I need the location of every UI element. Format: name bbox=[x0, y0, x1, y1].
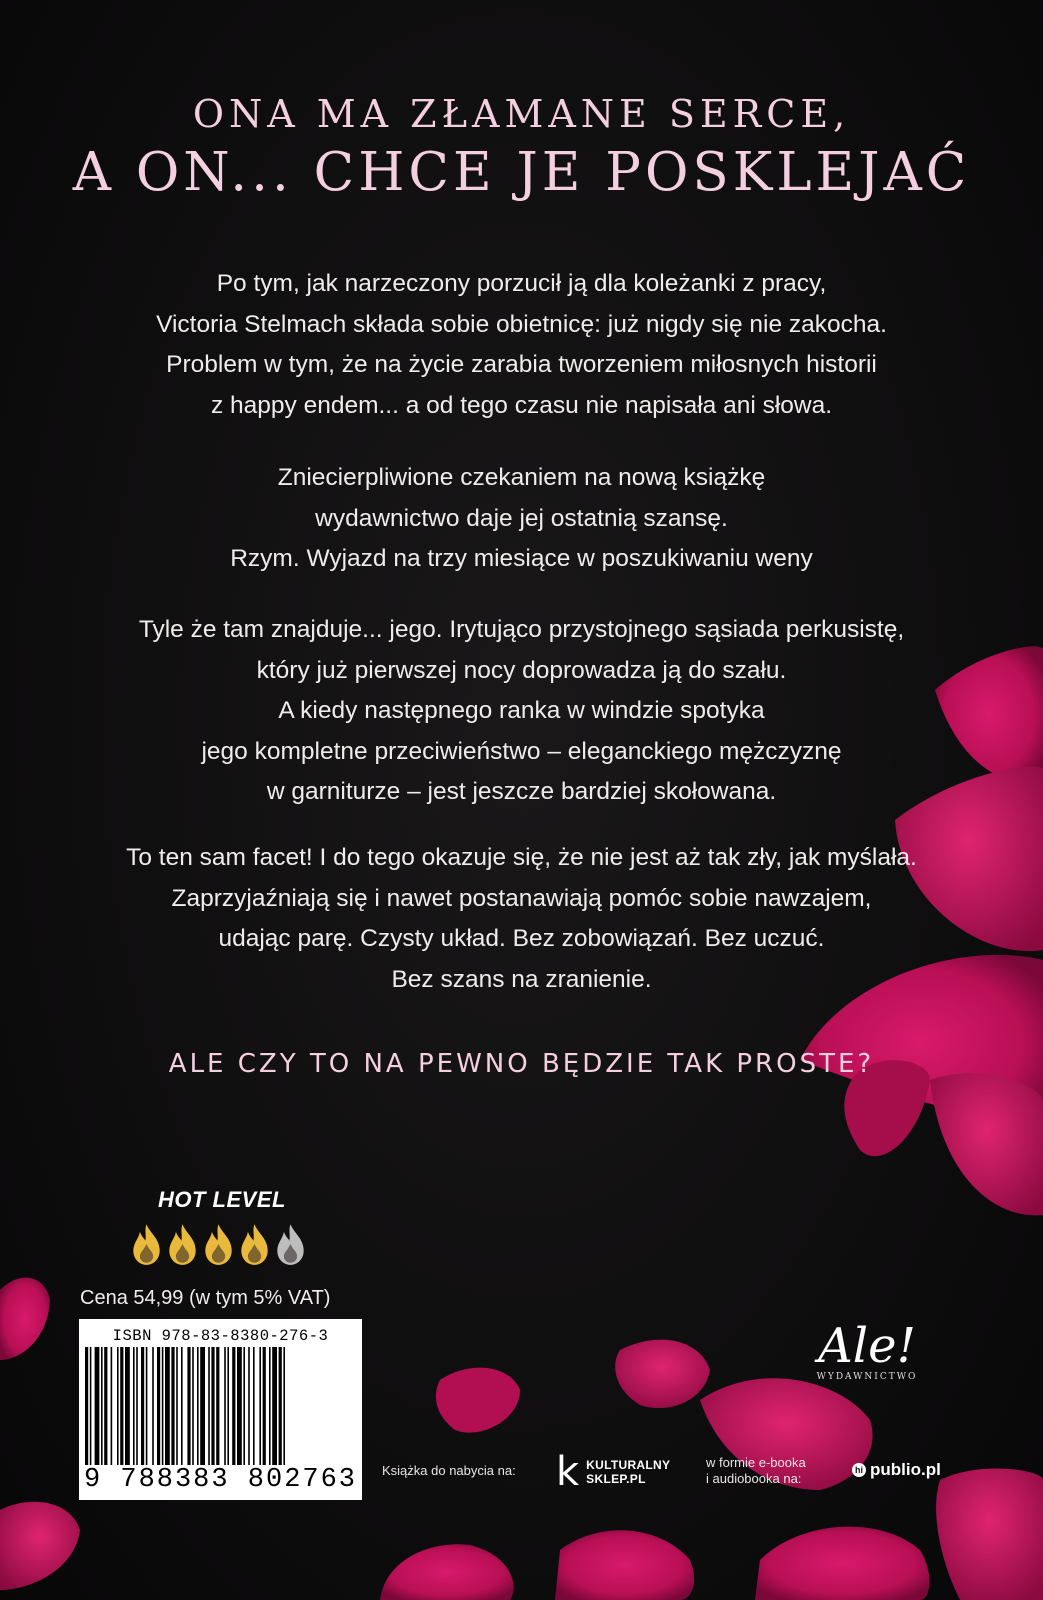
petal-bottom-2 bbox=[436, 1368, 520, 1433]
blurb-line: Zniecierpliwione czekaniem na nową książkę bbox=[277, 464, 766, 491]
barcode-bar bbox=[111, 1347, 113, 1465]
barcode-bar bbox=[200, 1347, 205, 1465]
blurb-line: który już pierwszej nocy doprowadza ją do szału. bbox=[256, 656, 787, 684]
barcode-bar bbox=[263, 1347, 266, 1465]
blurb-paragraph-2 bbox=[70, 458, 973, 580]
barcode-digits: 9 788383 802763 bbox=[83, 1465, 358, 1495]
publio-mark-icon: hi bbox=[852, 1463, 866, 1477]
ebook-label-line-2: i audiobooka na: bbox=[706, 1471, 802, 1486]
publisher-logo bbox=[802, 1318, 932, 1382]
store-name-line-2: SKLEP.PL bbox=[586, 1472, 646, 1486]
petal-bottom-6 bbox=[755, 1527, 929, 1600]
publisher-logo-script: Ale! bbox=[818, 1318, 916, 1374]
blurb-line: z happy endem... a od tego czasu nie napisała ani słowa. bbox=[210, 391, 833, 419]
blurb-line: Tyle że tam znajduje... jego. Irytująco przystojnego sąsiada perkusistę, bbox=[138, 616, 905, 643]
barcode-bar bbox=[187, 1347, 190, 1465]
blurb-line: Rzym. Wyjazd na trzy miesiące w poszukiwaniu weny bbox=[230, 545, 813, 572]
petal-left-bottom bbox=[0, 1502, 80, 1590]
barcode-bar bbox=[208, 1347, 210, 1465]
barcode-bar bbox=[162, 1347, 164, 1465]
barcode-bar bbox=[272, 1347, 277, 1465]
barcode-bar bbox=[197, 1347, 199, 1465]
barcode bbox=[79, 1319, 362, 1500]
publio-name: publio.pl bbox=[870, 1460, 941, 1479]
blurb-line: Victoria Stelmach składa sobie obietnicę: już nigdy się nie zakocha. bbox=[156, 310, 887, 338]
barcode-bar bbox=[136, 1347, 138, 1465]
kulturalny-sklep-logo bbox=[556, 1449, 671, 1495]
barcode-bar bbox=[211, 1347, 214, 1465]
petal-bottom-1 bbox=[380, 1544, 514, 1600]
hot-level-title: HOT LEVEL bbox=[158, 1187, 286, 1212]
ebook-label bbox=[706, 1455, 826, 1487]
blurb-line: jego kompletne przeciwieństwo – eleganckiego mężczyznę bbox=[201, 737, 842, 765]
price-label: Cena 54,99 (w tym 5% VAT) bbox=[80, 1287, 331, 1309]
barcode-bar bbox=[95, 1347, 100, 1465]
barcode-bar bbox=[120, 1347, 123, 1465]
blurb-line: wydawnictwo daje jej ostatnią szansę. bbox=[315, 504, 728, 532]
flame-icon-active bbox=[130, 1222, 163, 1266]
tagline-question: ALE CZY TO NA PEWNO BĘDZIE TAK PROSTE? bbox=[168, 1049, 875, 1079]
isbn-text: ISBN 978-83-8380-276-3 bbox=[112, 1327, 329, 1345]
barcode-bar bbox=[253, 1347, 255, 1465]
blurb-line: Problem w tym, że na życie zarabia tworzeniem miłosnych historii bbox=[166, 351, 877, 378]
barcode-bar bbox=[279, 1347, 282, 1465]
petal-bottom-4 bbox=[555, 1530, 694, 1600]
flame-icon-inactive bbox=[274, 1222, 307, 1266]
blurb-paragraph-3 bbox=[70, 610, 973, 813]
blurb-paragraph-1 bbox=[70, 264, 973, 426]
barcode-bar bbox=[192, 1347, 194, 1465]
barcode-bars bbox=[85, 1347, 356, 1465]
barcode-bar bbox=[224, 1347, 226, 1465]
barcode-bar bbox=[283, 1347, 285, 1465]
publio-logo bbox=[852, 1460, 941, 1480]
blurb-line: udając parę. Czysty układ. Bez zobowiązań. Bez uczuć. bbox=[218, 925, 825, 952]
petal-bottom-3 bbox=[615, 1340, 710, 1408]
barcode-bar bbox=[104, 1347, 107, 1465]
barcode-bar bbox=[90, 1347, 92, 1465]
blurb-line: Zaprzyjaźniają się i nawet postanawiają pomóc sobie nawzajem, bbox=[171, 884, 872, 912]
availability-label: Książka do nabycia na: bbox=[382, 1463, 516, 1478]
barcode-bar bbox=[232, 1347, 235, 1465]
barcode-bar bbox=[141, 1347, 144, 1465]
store-name-line-1: KULTURALNY bbox=[586, 1458, 671, 1472]
barcode-bar bbox=[125, 1347, 130, 1465]
barcode-bar bbox=[146, 1347, 148, 1465]
kulturalny-sklep-mark-icon: k bbox=[556, 1449, 580, 1495]
blurb-paragraph-4 bbox=[70, 838, 973, 1000]
blurb-line: Po tym, jak narzeczony porzucił ją dla koleżanki z pracy, bbox=[216, 270, 827, 297]
petal-bottom-7 bbox=[936, 1468, 1043, 1600]
barcode-bar bbox=[157, 1347, 160, 1465]
barcode-bar bbox=[152, 1347, 154, 1465]
blurb-line: A kiedy następnego ranka w windzie spotyka bbox=[278, 697, 765, 724]
barcode-bar bbox=[171, 1347, 174, 1465]
barcode-bar bbox=[216, 1347, 219, 1465]
barcode-bar bbox=[227, 1347, 229, 1465]
headline-line-1: ONA MA ZŁAMANE SERCE, bbox=[192, 92, 851, 136]
barcode-bar bbox=[133, 1347, 135, 1465]
publisher-logo-subtitle: WYDAWNICTWO bbox=[816, 1372, 918, 1382]
barcode-bar bbox=[181, 1347, 183, 1465]
barcode-bar bbox=[165, 1347, 170, 1465]
barcode-bar bbox=[237, 1347, 242, 1465]
kulturalny-sklep-name bbox=[586, 1458, 670, 1486]
barcode-bar bbox=[176, 1347, 178, 1465]
flame-icon-active bbox=[202, 1222, 235, 1266]
blurb-line: To ten sam facet! I do tego okazuje się, że nie jest aż tak zły, jak myślała. bbox=[126, 844, 917, 871]
flame-icon-active bbox=[166, 1222, 199, 1266]
barcode-bar bbox=[117, 1347, 119, 1465]
barcode-bar bbox=[259, 1347, 261, 1465]
flame-icon-active bbox=[238, 1222, 271, 1266]
petal-left-edge bbox=[0, 1278, 50, 1360]
barcode-bar bbox=[85, 1347, 88, 1465]
petal-right-lower bbox=[930, 1073, 1043, 1215]
headline-line-2: A ON... CHCE JE POSKLEJAĆ bbox=[72, 142, 971, 203]
hot-level-rating bbox=[130, 1222, 307, 1266]
barcode-bar bbox=[248, 1347, 250, 1465]
ebook-label-line-1: w formie e-booka bbox=[706, 1455, 806, 1470]
blurb-line: Bez szans na zranienie. bbox=[391, 965, 652, 993]
barcode-bar bbox=[101, 1347, 103, 1465]
blurb-line: w garniturze – jest jeszcze bardziej skołowana. bbox=[266, 778, 777, 805]
barcode-bar bbox=[243, 1347, 245, 1465]
barcode-bar bbox=[269, 1347, 271, 1465]
